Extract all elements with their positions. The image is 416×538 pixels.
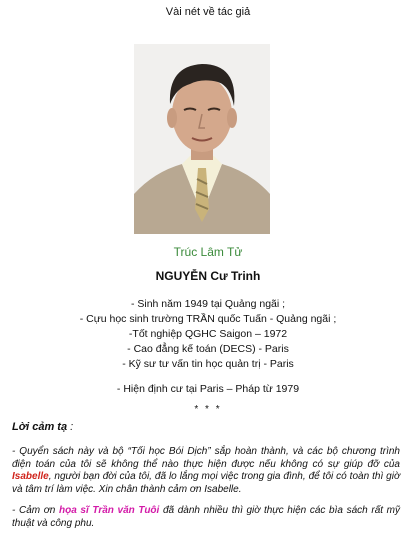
p1-highlight-name: Isabelle <box>12 471 49 482</box>
section-separator: * * * <box>194 404 222 415</box>
author-portrait-image <box>134 44 270 234</box>
bio-residence: - Hiện định cư tại Paris – Pháp từ 1979 <box>116 383 300 395</box>
p1-text-before: - Quyển sách này và bộ “Tối học Bói Dịch” sắp hoàn thành, và các bộ chương trình điện toán của tôi sẽ không thể nào thực hiện được nếu không có sự giúp đỡ của <box>12 446 400 470</box>
acknowledgement-paragraph-2 <box>12 505 400 530</box>
bio-line: - Kỹ sư tư vấn tin học quản trị - Paris <box>122 358 294 370</box>
acknowledgement-title-text: Lời cảm tạ <box>12 421 68 433</box>
author-pen-name: Trúc Lâm Tử <box>173 245 243 259</box>
p2-highlight-name: họa sĩ Trần văn Tuôi <box>58 505 160 516</box>
acknowledgement-paragraph-1 <box>12 446 400 496</box>
bio-line: - Cao đẳng kế toán (DECS) - Paris <box>127 343 289 355</box>
acknowledgement-title-suffix: : <box>67 421 74 433</box>
author-photo <box>134 44 270 234</box>
author-real-name: NGUYỄN Cư Trinh <box>155 269 261 283</box>
page-title: Vài nét về tác giả <box>165 6 251 18</box>
bio-line: -Tốt nghiệp QGHC Saigon – 1972 <box>128 328 288 340</box>
acknowledgement-title <box>12 421 73 433</box>
bio-spacer <box>0 372 416 382</box>
bio-line: - Cựu học sinh trường TRẦN quốc Tuấn - Quảng ngãi ; <box>79 313 337 325</box>
p2-text-before: - Cảm ơn <box>12 505 59 516</box>
p2-text-after: đã dành nhiều thì giờ thực hiện các bìa sách rất mỹ thuật và công phu. <box>12 505 401 529</box>
bio-line: - Sinh năm 1949 tại Quảng ngãi ; <box>130 298 286 310</box>
author-bio <box>0 297 416 397</box>
p1-text-after: , người bạn đời của tôi, đã lo lắng mọi việc trong gia đình, để tôi có toàn thì giờ và tâm trí làm việc. Xin chân thành cảm ơn Isabelle. <box>12 471 400 495</box>
